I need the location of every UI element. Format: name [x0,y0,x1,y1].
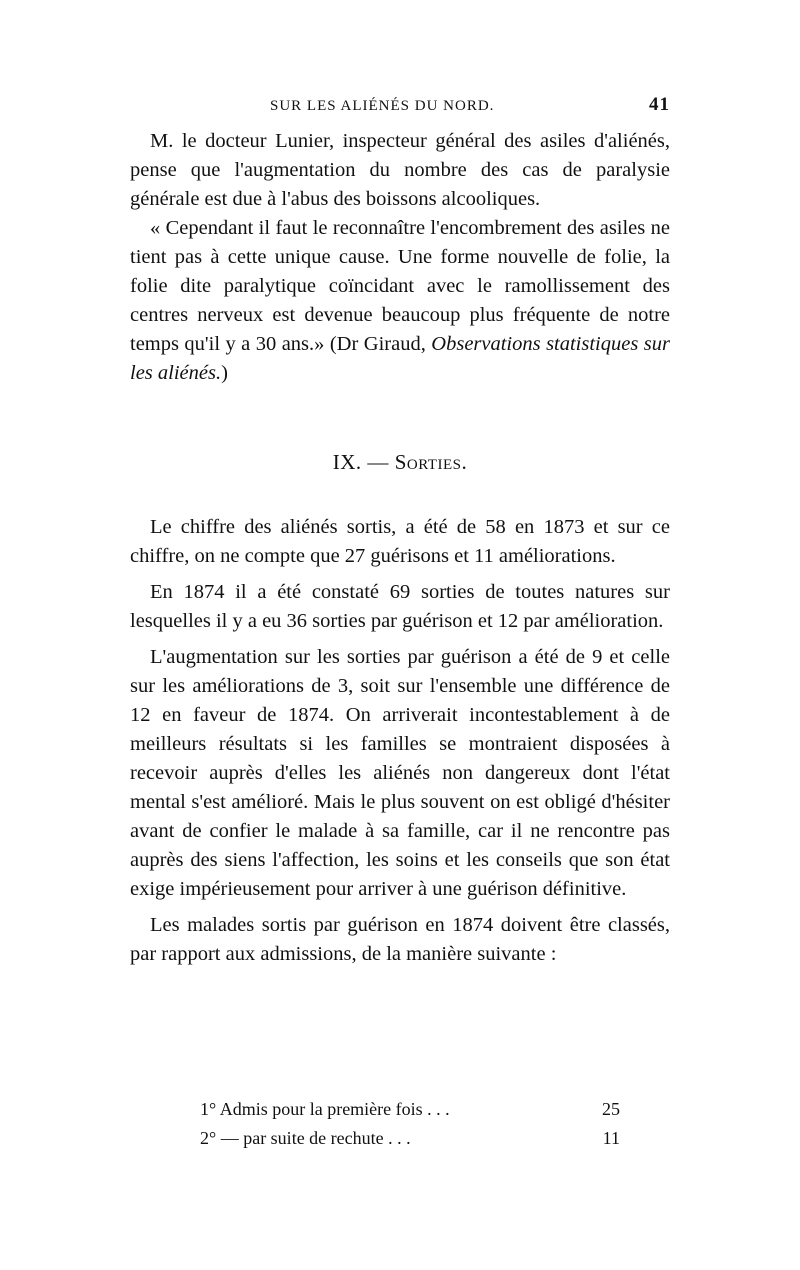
paragraph-augmentation: L'augmentation sur les sorties par guérison a été de 9 et celle sur les améliorations de 3, soit sur l'ensemble une différence de 12 en faveur de 1874. On arriverait incontestablement à de meilleurs résultats si les familles se montraient disposées à recevoir auprès d'elles les aliénés non dangereux dont l'état mental s'est amélioré. Mais le plus souvent on est obligé d'hésiter avant de confier le malade à sa famille, car il ne rencontre pas auprès des siens l'affection, les soins et les conseils que son état exige impérieusement pour arriver à une guérison définitive. [130,646,670,900]
paragraph-1874: En 1874 il a été constaté 69 sorties de toutes natures sur lesquelles il y a eu 36 sorties par guérison et 12 par amélioration. [130,581,670,632]
paragraph-lunier: M. le docteur Lunier, inspecteur général des asiles d'aliénés, pense que l'augmentation du nombre des cas de paralysie générale est due à l'abus des boissons alcooliques. [130,130,670,210]
admissions-list [200,1095,620,1153]
section-title: Sorties. [394,450,468,474]
list-item-value: 25 [602,1099,620,1119]
section-number: IX. — [332,450,389,474]
running-title: SUR LES ALIÉNÉS DU NORD. [270,98,495,114]
citation-close: ) [221,362,228,384]
list-item [200,1124,620,1153]
paragraph-classification: Les malades sortis par guérison en 1874 doivent être classés, par rapport aux admissions, de la manière suivante : [130,914,670,965]
list-item-label: 2° — par suite de rechute . . . [200,1128,411,1148]
quote-text: « Cependant il faut le reconnaître l'encombrement des asiles ne tient pas à cette unique cause. Une forme nouvelle de folie, la folie dite paralytique coïncidant avec le ramollissement des centres nerveux est devenue beaucoup plus fréquente de notre temps qu'il y a 30 ans.» (Dr Giraud, [130,217,670,355]
list-item-label: 1° Admis pour la première fois . . . [200,1099,450,1119]
list-item-value: 11 [602,1128,620,1148]
paragraph-1873: Le chiffre des aliénés sortis, a été de 58 en 1873 et sur ce chiffre, on ne compte que 27 guérisons et 11 améliorations. [130,516,670,567]
paragraph-giraud-quote [130,214,670,388]
page-number: 41 [649,94,670,115]
text-block-top [130,127,670,388]
list-item [200,1095,620,1124]
text-block-bottom [130,513,670,976]
citation-title: Observations statistiques sur les aliénés. [130,333,670,384]
section-heading [130,450,670,475]
